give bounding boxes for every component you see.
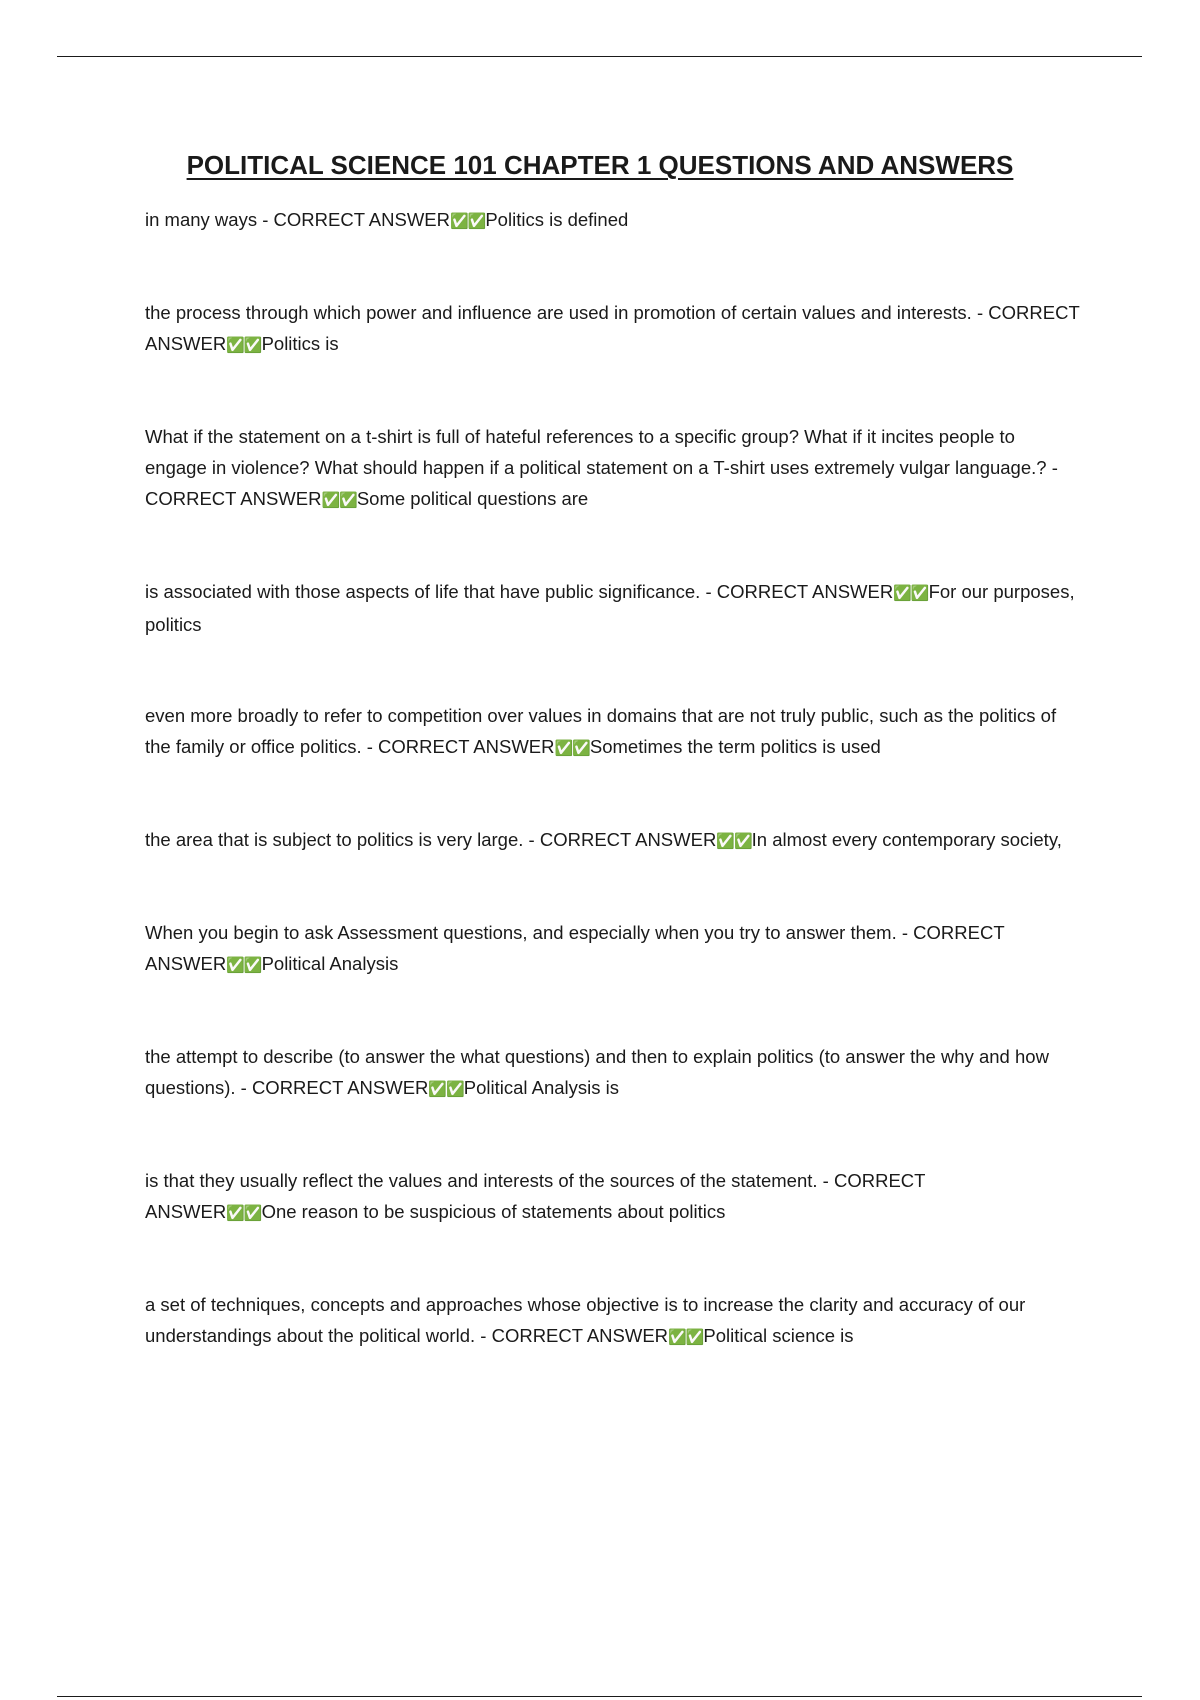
qa-question: a set of techniques, concepts and approaches whose objective is to increase the clarity and accuracy of our understandings about the political world. bbox=[145, 1294, 1026, 1346]
qa-question: What if the statement on a t-shirt is full of hateful references to a specific group? What if it incites people to engage in violence? What should happen if a political statement on a T-shirt uses extremely vulgar language.? bbox=[145, 426, 1047, 478]
check-mark-icon: ✅✅ bbox=[554, 739, 590, 757]
qa-answer: For our purposes, politics bbox=[145, 581, 1075, 635]
qa-answer: In almost every contemporary society, bbox=[751, 829, 1062, 850]
qa-question: the attempt to describe (to answer the what questions) and then to explain politics (to answer the why and how questions). bbox=[145, 1046, 1049, 1098]
qa-answer: Political science is bbox=[703, 1325, 854, 1346]
check-mark-icon: ✅✅ bbox=[226, 336, 262, 354]
qa-question: is that they usually reflect the values and interests of the sources of the statement. bbox=[145, 1170, 818, 1191]
document-title: POLITICAL SCIENCE 101 CHAPTER 1 QUESTIONS AND ANSWERS bbox=[186, 150, 1014, 180]
answer-marker: - CORRECT ANSWER bbox=[475, 1325, 669, 1346]
qa-answer: Sometimes the term politics is used bbox=[589, 736, 881, 757]
qa-item bbox=[145, 421, 1080, 516]
qa-answer: Some political questions are bbox=[356, 488, 589, 509]
check-mark-icon: ✅✅ bbox=[226, 956, 262, 974]
qa-answer: Political Analysis is bbox=[463, 1077, 620, 1098]
qa-question: the area that is subject to politics is very large. bbox=[145, 829, 524, 850]
answer-marker: - CORRECT ANSWER bbox=[257, 209, 450, 230]
qa-item bbox=[145, 1289, 1080, 1353]
qa-item bbox=[145, 917, 1080, 981]
answer-marker: - CORRECT ANSWER bbox=[523, 829, 717, 850]
qa-question: even more broadly to refer to competition over values in domains that are not truly public, such as the politics of the family or office politics. bbox=[145, 705, 1057, 757]
check-mark-icon: ✅✅ bbox=[716, 832, 752, 850]
answer-marker: - CORRECT ANSWER bbox=[145, 302, 1080, 354]
check-mark-icon: ✅✅ bbox=[321, 491, 357, 509]
qa-question: the process through which power and influence are used in promotion of certain values and interests. bbox=[145, 302, 972, 323]
check-mark-icon: ✅✅ bbox=[668, 1328, 704, 1346]
answer-marker: - CORRECT ANSWER bbox=[145, 457, 1058, 509]
qa-item bbox=[145, 1165, 1080, 1229]
check-mark-icon: ✅✅ bbox=[428, 1080, 464, 1098]
answer-marker: - CORRECT ANSWER bbox=[145, 922, 1005, 974]
answer-marker: - CORRECT ANSWER bbox=[700, 581, 894, 602]
qa-item bbox=[145, 824, 1080, 857]
answer-marker: - CORRECT ANSWER bbox=[145, 1170, 926, 1222]
check-mark-icon: ✅✅ bbox=[449, 212, 486, 230]
answer-marker: - CORRECT ANSWER bbox=[235, 1077, 429, 1098]
check-mark-icon: ✅✅ bbox=[226, 1204, 262, 1222]
footer-rule bbox=[57, 1696, 1142, 1697]
qa-item bbox=[145, 1041, 1080, 1105]
qa-item bbox=[145, 576, 1080, 640]
header-rule bbox=[57, 56, 1142, 57]
qa-item bbox=[145, 297, 1080, 361]
qa-question: in many ways bbox=[145, 209, 258, 230]
qa-question: is associated with those aspects of life that have public significance. bbox=[145, 581, 701, 602]
qa-list bbox=[145, 204, 1080, 1353]
qa-question: When you begin to ask Assessment questions, and especially when you try to answer them. bbox=[145, 922, 897, 943]
qa-item bbox=[145, 204, 1080, 237]
qa-item bbox=[145, 700, 1080, 764]
qa-answer: Politics is bbox=[261, 333, 339, 354]
check-mark-icon: ✅✅ bbox=[893, 584, 929, 602]
qa-answer: Political Analysis bbox=[261, 953, 399, 974]
qa-answer: One reason to be suspicious of statements about politics bbox=[261, 1201, 726, 1222]
qa-answer: Politics is defined bbox=[485, 209, 629, 230]
answer-marker: - CORRECT ANSWER bbox=[361, 736, 555, 757]
